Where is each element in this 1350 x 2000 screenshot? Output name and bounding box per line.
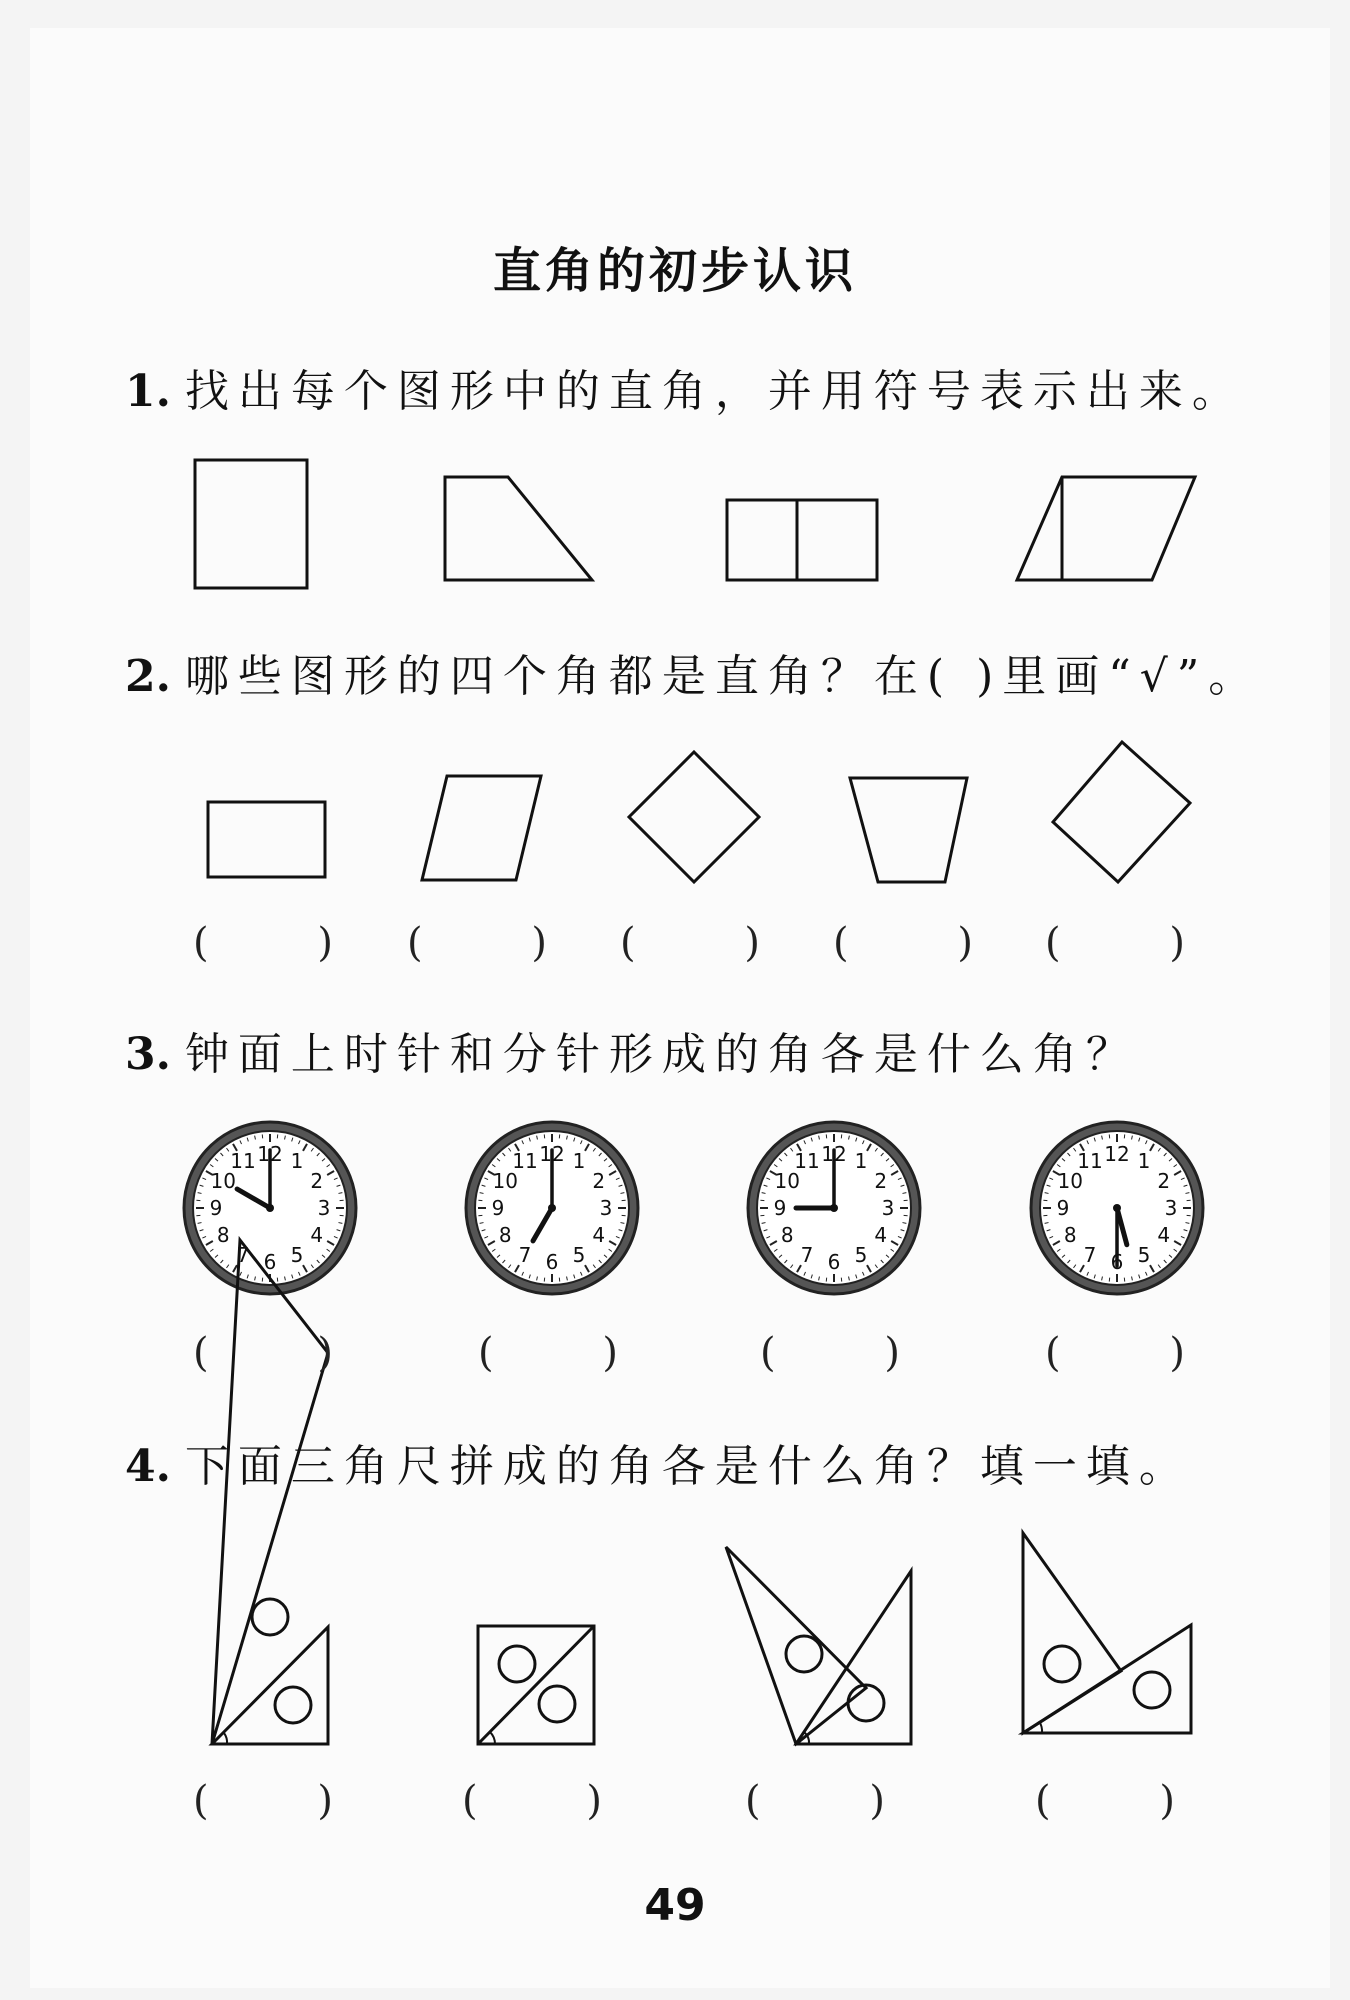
clock-number: 10 — [774, 1169, 800, 1193]
clock-number: 6 — [263, 1250, 277, 1274]
q4-figure-3 — [726, 1547, 911, 1744]
q3-answer-4[interactable]: ( ) — [1045, 1330, 1185, 1376]
clock-number: 11 — [1077, 1149, 1103, 1174]
clock-number: 12 — [821, 1142, 847, 1166]
clock-1 — [184, 1122, 356, 1294]
q1-rectangle — [195, 460, 307, 588]
q4-answer-2[interactable]: ( ) — [462, 1778, 602, 1824]
clock-number: 12 — [1104, 1142, 1130, 1166]
clock-number: 4 — [310, 1223, 324, 1247]
clock-number: 4 — [874, 1223, 888, 1247]
clock-number: 3 — [1164, 1196, 1178, 1220]
q2-square-rotated — [629, 752, 759, 882]
clock-number: 11 — [512, 1149, 538, 1174]
clock-number: 3 — [881, 1196, 895, 1220]
clock-number: 6 — [1110, 1250, 1124, 1274]
clock-number: 7 — [236, 1242, 250, 1267]
clock-number: 7 — [1083, 1242, 1097, 1267]
clock-number: 5 — [572, 1242, 586, 1267]
q1-divided-rectangle — [727, 500, 877, 580]
clock-number: 10 — [492, 1169, 518, 1193]
q2-answer-4[interactable]: ( ) — [833, 920, 973, 966]
q2-answer-1[interactable]: ( ) — [193, 920, 333, 966]
clock-number: 12 — [539, 1142, 565, 1166]
clock-number: 9 — [1056, 1196, 1070, 1220]
clock-number: 5 — [290, 1242, 304, 1267]
clock-number: 11 — [230, 1149, 256, 1174]
clock-number: 7 — [800, 1242, 814, 1267]
q2-parallelogram — [422, 776, 541, 880]
clock-number: 7 — [518, 1242, 532, 1267]
clock-number: 4 — [1157, 1223, 1171, 1247]
q4-figure-1 — [212, 1240, 328, 1744]
q3-answer-1[interactable]: ( ) — [193, 1330, 333, 1376]
question-2-number: 2. — [125, 651, 171, 702]
clock-number: 8 — [780, 1223, 794, 1247]
q4-figure-4 — [1023, 1533, 1191, 1733]
clock-number: 1 — [290, 1149, 304, 1174]
clock-number: 1 — [854, 1149, 868, 1174]
clock-center — [830, 1204, 838, 1212]
q1-right-trapezoid — [445, 477, 592, 580]
clock-number: 12 — [257, 1142, 283, 1166]
clock-number: 6 — [545, 1250, 559, 1274]
clock-number: 6 — [827, 1250, 841, 1274]
q4-figures — [212, 1240, 1191, 1744]
q4-figure-2 — [478, 1626, 594, 1744]
q1-figures — [195, 460, 1195, 588]
clock-number: 2 — [1157, 1169, 1171, 1193]
q2-answer-5[interactable]: ( ) — [1045, 920, 1185, 966]
q2-rectangle-rotated — [1053, 742, 1190, 882]
question-4-text: 下面三角尺拼成的角各是什么角？填一填。 — [184, 1441, 1192, 1492]
q2-answer-2[interactable]: ( ) — [407, 920, 547, 966]
question-2-text: 哪些图形的四个角都是直角？在( )里画“√”。 — [184, 651, 1262, 702]
clock-number: 9 — [209, 1196, 223, 1220]
q2-rectangle — [208, 802, 325, 877]
clock-number: 9 — [491, 1196, 505, 1220]
clock-number: 10 — [210, 1169, 236, 1193]
clock-number: 3 — [317, 1196, 331, 1220]
clock-number: 2 — [592, 1169, 606, 1193]
clock-number: 11 — [794, 1149, 820, 1174]
clock-number: 8 — [1063, 1223, 1077, 1247]
q2-answer-3[interactable]: ( ) — [620, 920, 760, 966]
question-3-text: 钟面上时针和分针形成的角各是什么角？ — [184, 1029, 1139, 1080]
q4-answer-3[interactable]: ( ) — [745, 1778, 885, 1824]
clock-center — [1113, 1204, 1121, 1212]
q4-answer-1[interactable]: ( ) — [193, 1778, 333, 1824]
clock-number: 8 — [498, 1223, 512, 1247]
q1-parallelogram-with-height — [1017, 477, 1195, 580]
clock-number: 2 — [874, 1169, 888, 1193]
clock-number: 3 — [599, 1196, 613, 1220]
clock-number: 1 — [1137, 1149, 1151, 1174]
clock-number: 4 — [592, 1223, 606, 1247]
clock-center — [266, 1204, 274, 1212]
q3-clocks — [184, 1122, 1203, 1294]
clock-number: 5 — [1137, 1242, 1151, 1267]
clock-number: 10 — [1057, 1169, 1083, 1193]
clock-3 — [748, 1122, 920, 1294]
question-1-number: 1. — [125, 366, 171, 417]
clock-number: 8 — [216, 1223, 230, 1247]
clock-number: 1 — [572, 1149, 586, 1174]
q3-answer-3[interactable]: ( ) — [760, 1330, 900, 1376]
q2-figures — [208, 742, 1190, 882]
clock-2 — [466, 1122, 638, 1294]
question-4-number: 4. — [125, 1441, 171, 1492]
clock-4 — [1031, 1122, 1203, 1294]
question-1-text: 找出每个图形中的直角，并用符号表示出来。 — [184, 366, 1245, 417]
page-title: 直角的初步认识 — [492, 243, 857, 299]
clock-number: 5 — [854, 1242, 868, 1267]
q3-answer-2[interactable]: ( ) — [478, 1330, 618, 1376]
clock-center — [548, 1204, 556, 1212]
page-number: 49 — [644, 1880, 706, 1931]
clock-number: 9 — [773, 1196, 787, 1220]
q2-trapezoid — [850, 778, 967, 882]
q4-answer-4[interactable]: ( ) — [1035, 1778, 1175, 1824]
question-3-number: 3. — [125, 1029, 171, 1080]
clock-number: 2 — [310, 1169, 324, 1193]
